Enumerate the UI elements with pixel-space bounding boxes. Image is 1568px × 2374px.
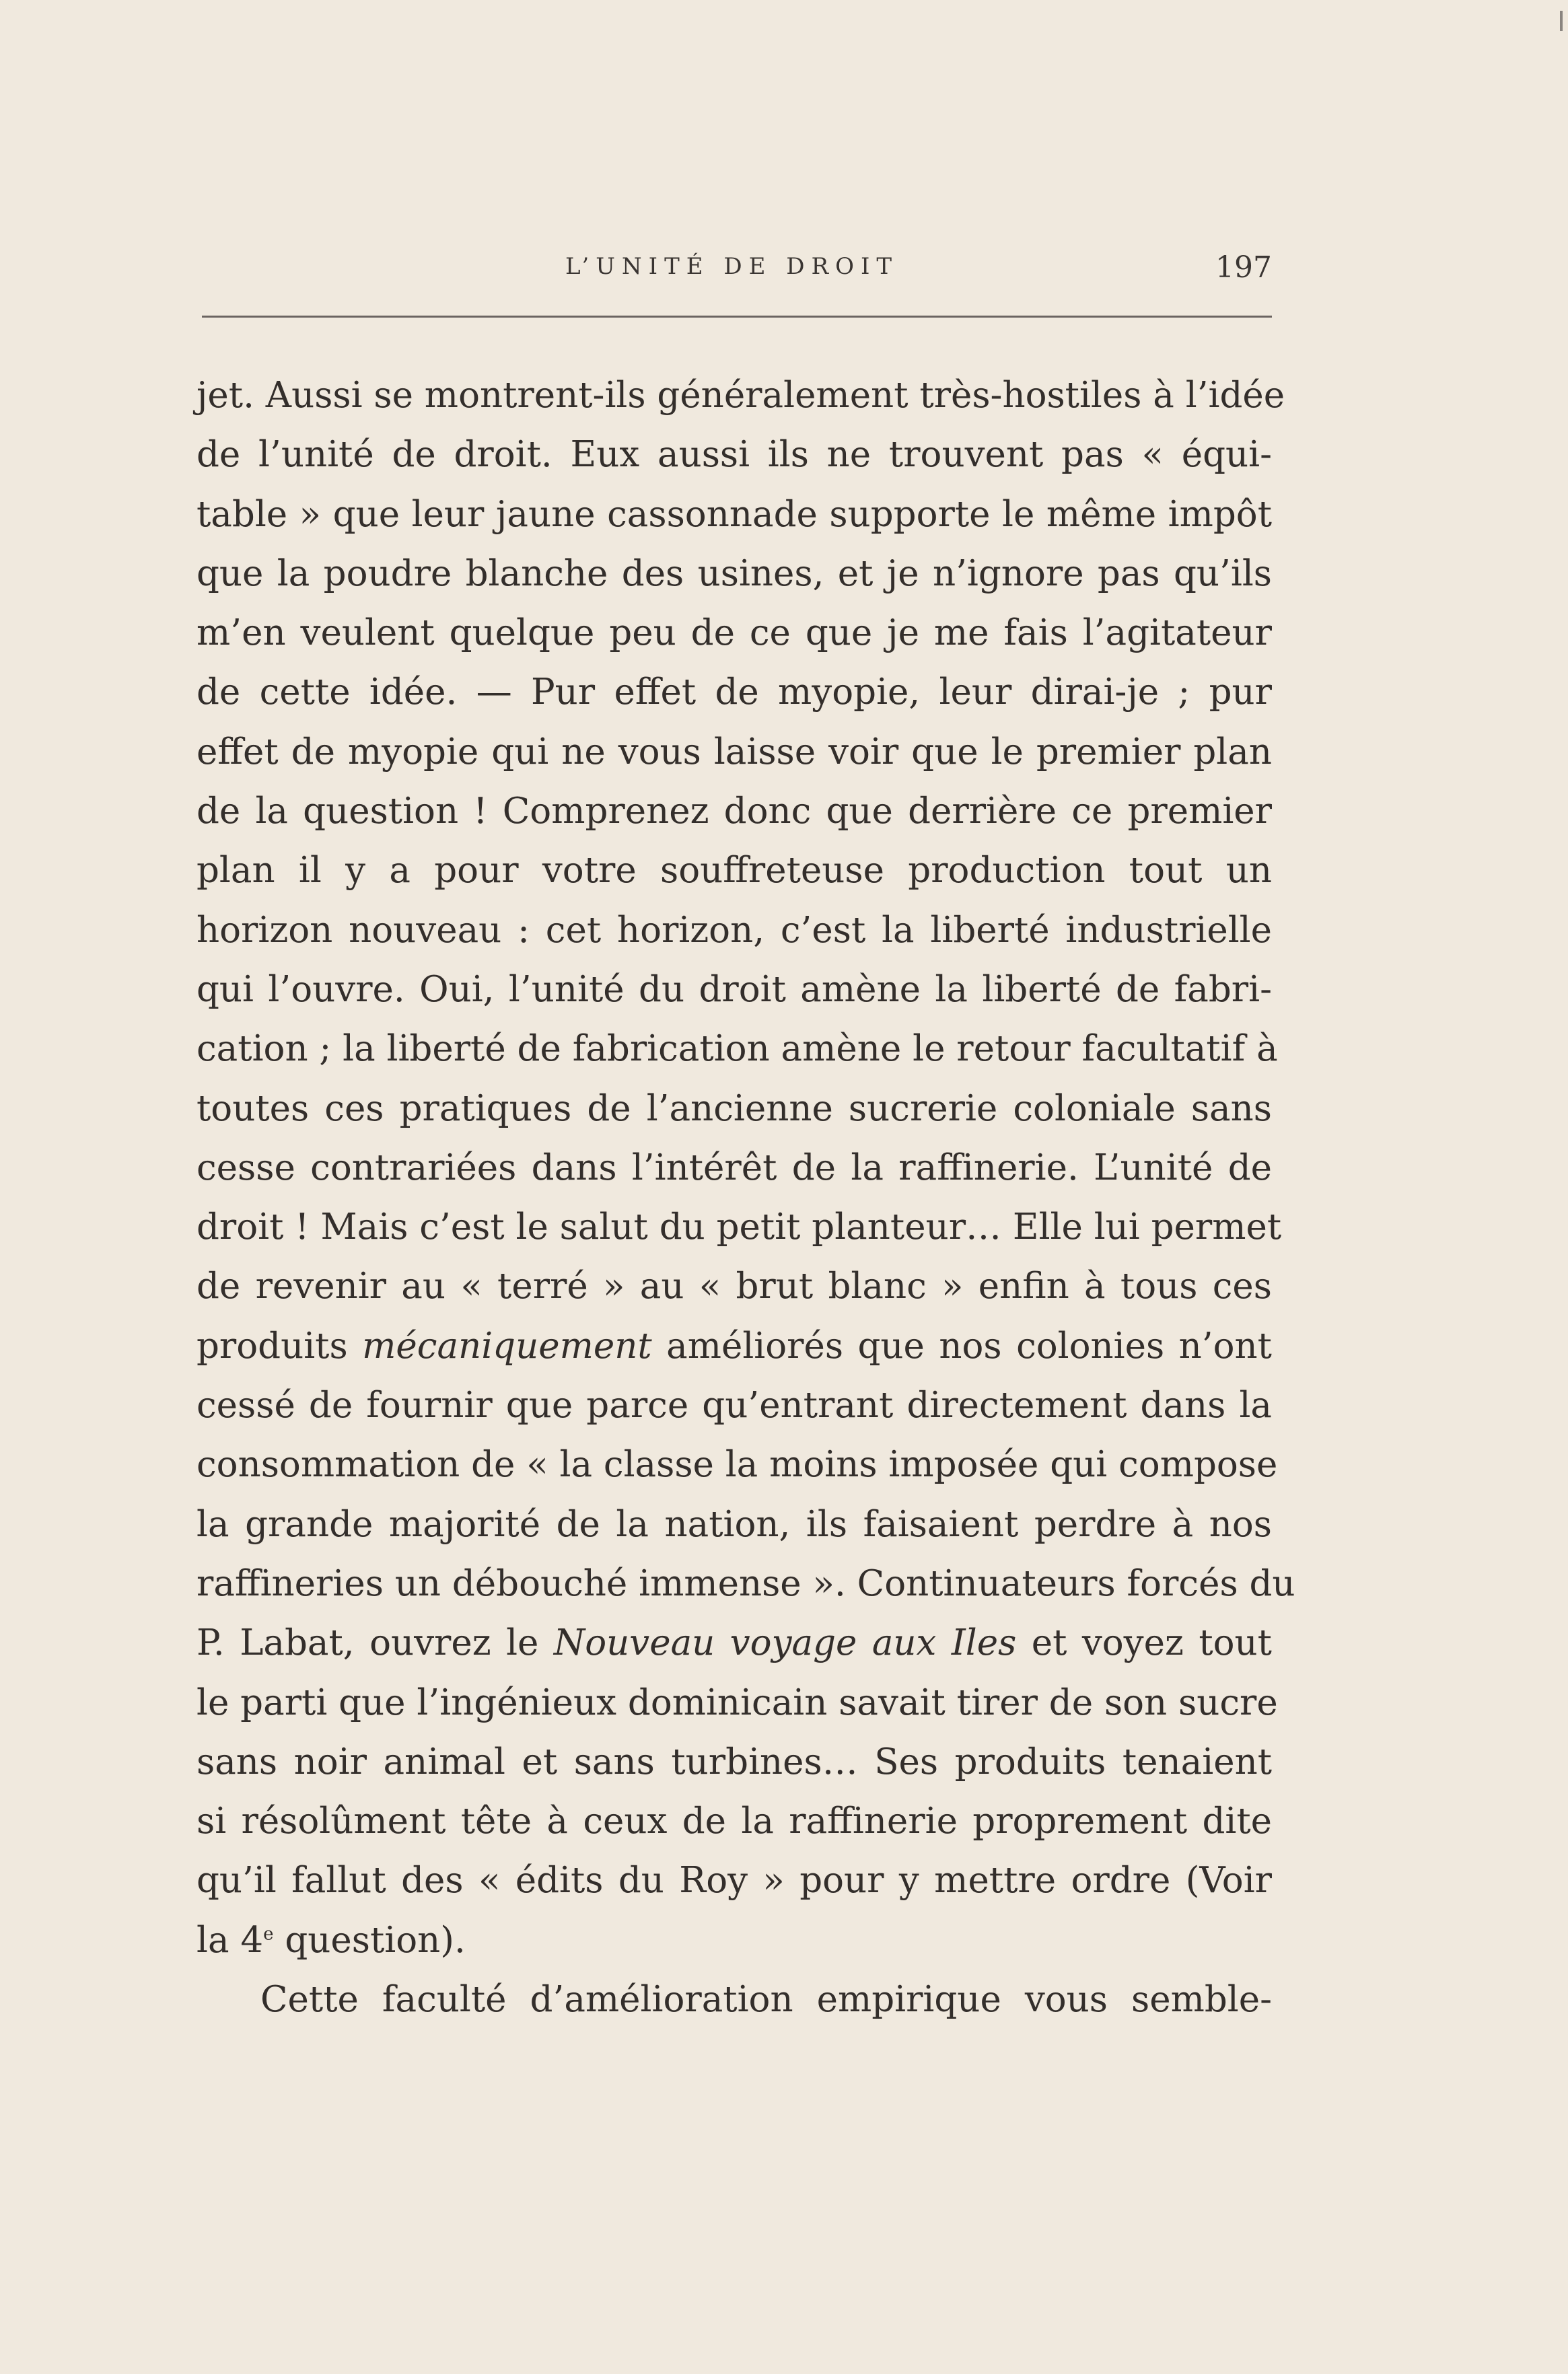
header-rule — [202, 316, 1272, 318]
text-line: qu’il fallut des « édits du Roy » pour y mettre ordre (Voir — [197, 1860, 1272, 1902]
text-line: jet. Aussi se montrent-ils généralement très-hostiles à l’idée — [197, 375, 1285, 416]
text-line: droit ! Mais c’est le salut du petit planteur… Elle lui permet — [197, 1207, 1282, 1248]
superscript: e — [263, 1924, 274, 1945]
text-line: cessé de fournir que parce qu’entrant directement dans la — [197, 1385, 1272, 1427]
text-line: qui l’ouvre. Oui, l’unité du droit amène la liberté de fabri- — [197, 968, 1272, 1010]
text-segment: la 4 — [197, 1919, 264, 1961]
text-line: effet de myopie qui ne vous laisse voir que le premier plan — [197, 731, 1272, 772]
page-header — [202, 250, 1272, 293]
page-number: 197 — [1215, 250, 1272, 285]
text-line: table » que leur jaune cassonnade supporte le même impôt — [197, 493, 1272, 535]
running-title: L’UNITÉ DE DROIT — [565, 253, 899, 280]
text-line: de revenir au « terré » au « brut blanc » enfin à tous ces — [197, 1266, 1272, 1307]
text-line: de la question ! Comprenez donc que derrière ce premier — [197, 791, 1272, 832]
scan-edge-mark — [1560, 11, 1563, 31]
text-line: m’en veulent quelque peu de ce que je me fais l’agitateur — [197, 612, 1272, 654]
text-segment: P. Labat, ouvrez le — [197, 1622, 539, 1664]
text-line: de cette idée. — Pur effet de myopie, leur dirai-je ; pur — [197, 672, 1272, 713]
italic-book-title: Nouveau voyage aux Iles — [553, 1622, 1017, 1664]
text-line — [197, 1614, 1272, 1673]
text-line: consommation de « la classe la moins imposée qui compose — [197, 1444, 1278, 1486]
text-line: cation ; la liberté de fabrication amène le retour facultatif à — [197, 1028, 1278, 1070]
text-line — [197, 1317, 1272, 1376]
text-line: de l’unité de droit. Eux aussi ils ne trouvent pas « équi- — [197, 434, 1272, 476]
italic-term: mécaniquement — [362, 1325, 652, 1367]
text-line: sans noir animal et sans turbines… Ses produits tenaient — [197, 1741, 1272, 1783]
text-line: toutes ces pratiques de l’ancienne sucrerie coloniale sans — [197, 1087, 1272, 1129]
paragraph-first-line: Cette faculté d’amélioration empirique vous semble- — [260, 1979, 1272, 2021]
text-line: si résolûment tête à ceux de la raffinerie proprement dite — [197, 1801, 1272, 1842]
text-segment: et voyez tout — [1031, 1622, 1272, 1664]
text-line: le parti que l’ingénieux dominicain savait tirer de son sucre — [197, 1682, 1278, 1723]
body-text — [197, 366, 1295, 2029]
text-segment: question). — [273, 1919, 466, 1961]
text-line: raffineries un débouché immense ». Continuateurs forcés du — [197, 1562, 1295, 1604]
text-line: horizon nouveau : cet horizon, c’est la liberté industrielle — [197, 909, 1272, 951]
text-line: que la poudre blanche des usines, et je n’ignore pas qu’ils — [197, 552, 1272, 594]
text-line: cesse contrariées dans l’intérêt de la raffinerie. L’unité de — [197, 1147, 1272, 1188]
text-line — [197, 1911, 1272, 1970]
text-line: la grande majorité de la nation, ils faisaient perdre à nos — [197, 1503, 1272, 1545]
text-segment: produits — [197, 1325, 348, 1367]
text-segment: améliorés que nos colonies n’ont — [666, 1325, 1272, 1367]
text-line: plan il y a pour votre souffreteuse production tout un — [197, 850, 1272, 892]
